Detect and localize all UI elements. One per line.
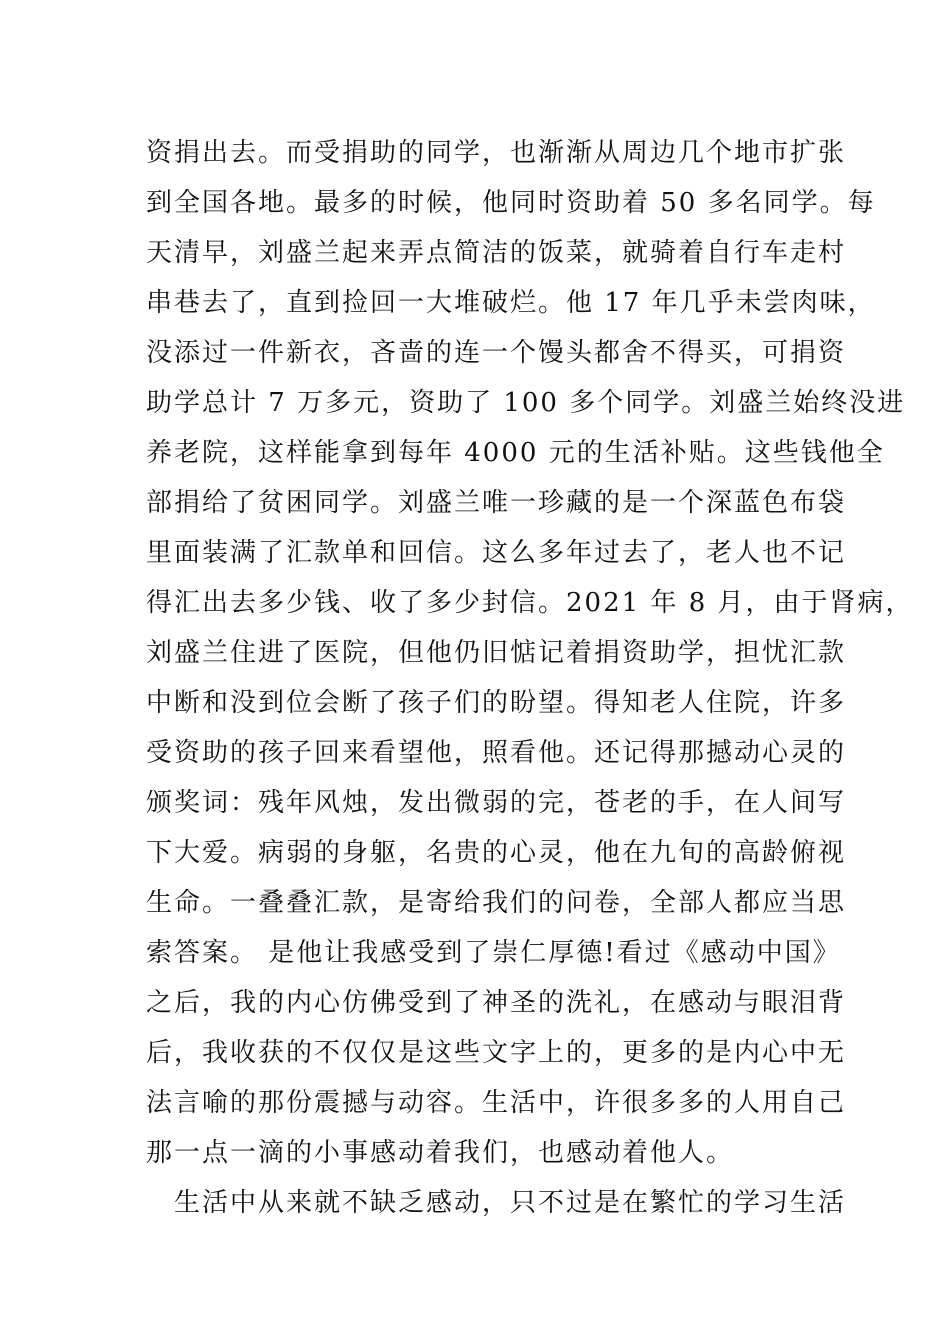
text-line: 下大爱。病弱的身躯，名贵的心灵，他在九旬的高龄俯视 — [146, 838, 847, 868]
text-line: 串巷去了，直到捡回一大堆破烂。他 17 年几乎未尝肉味， — [146, 288, 876, 318]
text-line: 助学总计 7 万多元，资助了 100 多个同学。刘盛兰始终没进 — [146, 388, 906, 418]
text-line: 生命。一叠叠汇款，是寄给我们的问卷，全部人都应当思 — [146, 888, 847, 918]
text-line: 刘盛兰住进了医院，但他仍旧惦记着捐资助学，担忧汇款 — [146, 638, 847, 668]
text-line: 受资助的孩子回来看望他，照看他。还记得那撼动心灵的 — [146, 738, 847, 768]
text-line: 得汇出去多少钱、收了多少封信。2021 年 8 月，由于肾病， — [146, 588, 914, 618]
text-line: 颁奖词：残年风烛，发出微弱的完，苍老的手，在人间写 — [146, 788, 847, 818]
text-line: 到全国各地。最多的时候，他同时资助着 50 多名同学。每 — [146, 188, 876, 218]
text-line: 法言喻的那份震撼与动容。生活中，许很多多的人用自己 — [146, 1088, 847, 1118]
text-line: 里面装满了汇款单和回信。这么多年过去了，老人也不记 — [146, 538, 847, 568]
text-line: 索答案。 是他让我感受到了崇仁厚德!看过《感动中国》 — [146, 938, 841, 968]
text-line: 养老院，这样能拿到每年 4000 元的生活补贴。这些钱他全 — [146, 438, 885, 468]
text-line: 天清早，刘盛兰起来弄点简洁的饭菜，就骑着自行车走村 — [146, 238, 847, 268]
text-line: 之后，我的内心仿佛受到了神圣的洗礼，在感动与眼泪背 — [146, 988, 847, 1018]
text-line: 那一点一滴的小事感动着我们，也感动着他人。 — [146, 1138, 735, 1168]
text-line: 资捐出去。而受捐助的同学，也渐渐从周边几个地市扩张 — [146, 138, 847, 168]
text-line: 中断和没到位会断了孩子们的盼望。得知老人住院，许多 — [146, 688, 847, 718]
body-text — [146, 128, 914, 1228]
paragraph-start-line: 生活中从来就不缺乏感动，只不过是在繁忙的学习生活 — [174, 1188, 847, 1218]
text-line: 部捐给了贫困同学。刘盛兰唯一珍藏的是一个深蓝色布袋 — [146, 488, 847, 518]
text-line: 没添过一件新衣，吝啬的连一个馒头都舍不得买，可捐资 — [146, 338, 847, 368]
text-line: 后，我收获的不仅仅是这些文字上的，更多的是内心中无 — [146, 1038, 847, 1068]
